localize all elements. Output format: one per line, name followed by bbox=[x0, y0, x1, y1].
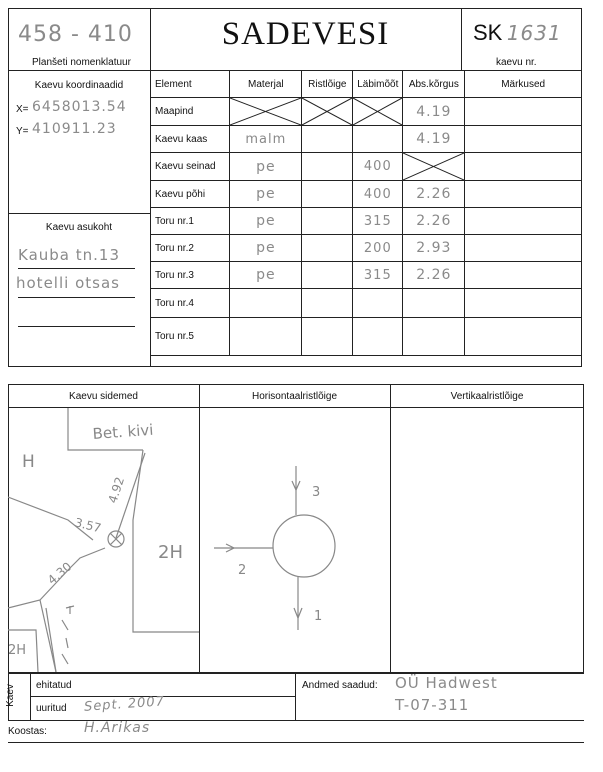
cell-element: Kaevu seinad bbox=[151, 153, 230, 181]
cell-diameter bbox=[353, 126, 403, 153]
cell-elevation: 2.93 bbox=[403, 235, 465, 262]
cell-material: pe bbox=[230, 208, 302, 235]
cell-element: Toru nr.1 bbox=[151, 208, 230, 235]
sketch-distance-1: 4.92 bbox=[105, 475, 128, 505]
cell-element: Toru nr.5 bbox=[151, 318, 230, 356]
nomenclature-value: 458 - 410 bbox=[18, 22, 133, 47]
cell-diameter bbox=[353, 289, 403, 318]
cell-elevation-crossed bbox=[403, 153, 465, 181]
sketch-distance-3: 4.30 bbox=[44, 559, 75, 588]
sk-number bbox=[473, 20, 562, 46]
cell-notes bbox=[465, 208, 582, 235]
cell-cross bbox=[302, 181, 353, 208]
cell-diameter bbox=[353, 318, 403, 356]
cell-element: Toru nr.2 bbox=[151, 235, 230, 262]
header-element: Element bbox=[151, 71, 230, 98]
table-row bbox=[151, 98, 582, 126]
cell-element: Toru nr.3 bbox=[151, 262, 230, 289]
cell-elevation: 2.26 bbox=[403, 208, 465, 235]
cell-notes bbox=[465, 235, 582, 262]
table-row bbox=[151, 126, 582, 153]
table-row bbox=[151, 153, 582, 181]
well-elements-table bbox=[150, 70, 582, 356]
table-row bbox=[151, 262, 582, 289]
cell-material: pe bbox=[230, 181, 302, 208]
x-value: 6458013.54 bbox=[32, 99, 127, 115]
data-from-reference: T-07-311 bbox=[395, 696, 470, 714]
cell-notes bbox=[465, 126, 582, 153]
header-cross: Ristlõige bbox=[302, 71, 353, 98]
cell-notes bbox=[465, 262, 582, 289]
cell-cross bbox=[302, 126, 353, 153]
sk-label: kaevu nr. bbox=[496, 57, 537, 68]
pipe-label-bottom: 1 bbox=[314, 609, 323, 624]
x-label: X= bbox=[16, 104, 29, 115]
location-label: Kaevu asukoht bbox=[45, 222, 113, 233]
cell-material bbox=[230, 318, 302, 356]
cell-notes bbox=[465, 98, 582, 126]
pipe-label-top: 3 bbox=[312, 485, 321, 500]
cell-elevation: 4.19 bbox=[403, 126, 465, 153]
table-row bbox=[151, 235, 582, 262]
sketch-bet-kivi: Bet. kivi bbox=[92, 420, 154, 443]
cell-cross-crossed bbox=[302, 98, 353, 126]
surveyed-value: Sept. 2007 bbox=[83, 694, 166, 715]
cell-elevation: 4.19 bbox=[403, 98, 465, 126]
surveyed-label: uuritud bbox=[36, 703, 67, 714]
cell-material: pe bbox=[230, 262, 302, 289]
kaev-label: Kaev bbox=[4, 684, 16, 707]
y-label: Y= bbox=[16, 126, 29, 137]
table-row bbox=[151, 181, 582, 208]
section-connections: Kaevu sidemed bbox=[69, 391, 138, 402]
sk-prefix: SK bbox=[473, 20, 503, 45]
cell-notes bbox=[465, 318, 582, 356]
cell-notes bbox=[465, 289, 582, 318]
cell-cross bbox=[302, 153, 353, 181]
table-row bbox=[151, 318, 582, 356]
header-material: Materjal bbox=[230, 71, 302, 98]
cell-elevation bbox=[403, 318, 465, 356]
cell-element: Toru nr.4 bbox=[151, 289, 230, 318]
sketch-h-label: H bbox=[22, 452, 35, 472]
table-row bbox=[151, 208, 582, 235]
cell-diameter-crossed bbox=[353, 98, 403, 126]
sketch-distance-2: 3.57 bbox=[73, 515, 103, 536]
cell-element: Kaevu kaas bbox=[151, 126, 230, 153]
cell-material: pe bbox=[230, 235, 302, 262]
data-from-company: OÜ Hadwest bbox=[395, 674, 498, 692]
cell-element: Kaevu põhi bbox=[151, 181, 230, 208]
cell-cross bbox=[302, 289, 353, 318]
header-diameter: Läbimõõt bbox=[353, 71, 403, 98]
header-elevation: Abs.kõrgus bbox=[403, 71, 465, 98]
cell-elevation: 2.26 bbox=[403, 262, 465, 289]
horizontal-cross-section bbox=[200, 408, 389, 672]
cell-cross bbox=[302, 208, 353, 235]
cell-elevation bbox=[403, 289, 465, 318]
cell-diameter: 315 bbox=[353, 208, 403, 235]
location-line1: Kauba tn.13 bbox=[18, 246, 120, 264]
section-vertical: Vertikaalristlõige bbox=[450, 391, 524, 402]
cell-notes bbox=[465, 181, 582, 208]
cell-cross bbox=[302, 318, 353, 356]
cell-material: malm bbox=[230, 126, 302, 153]
location-line2: hotelli otsas bbox=[16, 274, 120, 292]
built-label: ehitatud bbox=[36, 680, 72, 691]
table-header-row bbox=[151, 71, 582, 98]
cell-element: Maapind bbox=[151, 98, 230, 126]
cell-cross bbox=[302, 235, 353, 262]
compiled-value: H.Arikas bbox=[84, 720, 151, 736]
y-value: 410911.23 bbox=[32, 121, 117, 137]
cell-notes bbox=[465, 153, 582, 181]
cell-material: pe bbox=[230, 153, 302, 181]
cell-diameter: 200 bbox=[353, 235, 403, 262]
table-row bbox=[151, 289, 582, 318]
pipe-label-left: 2 bbox=[238, 563, 247, 578]
header-notes: Märkused bbox=[465, 71, 582, 98]
page-title: SADEVESI bbox=[221, 16, 390, 52]
connections-sketch bbox=[8, 408, 199, 672]
cell-material bbox=[230, 289, 302, 318]
data-from-label: Andmed saadud: bbox=[302, 680, 378, 691]
sketch-2h-left: 2H bbox=[8, 643, 27, 658]
sk-value: 1631 bbox=[506, 21, 562, 45]
compiled-label: Koostas: bbox=[8, 726, 47, 737]
cell-material-crossed bbox=[230, 98, 302, 126]
section-horizontal: Horisontaalristlõige bbox=[251, 391, 338, 402]
cell-diameter: 400 bbox=[353, 153, 403, 181]
sketch-2h-right: 2H bbox=[158, 542, 183, 563]
coords-label: Kaevu koordinaadid bbox=[34, 80, 124, 91]
cell-diameter: 400 bbox=[353, 181, 403, 208]
cell-diameter: 315 bbox=[353, 262, 403, 289]
nomenclature-label: Planšeti nomenklatuur bbox=[32, 57, 131, 68]
cell-cross bbox=[302, 262, 353, 289]
cell-elevation: 2.26 bbox=[403, 181, 465, 208]
